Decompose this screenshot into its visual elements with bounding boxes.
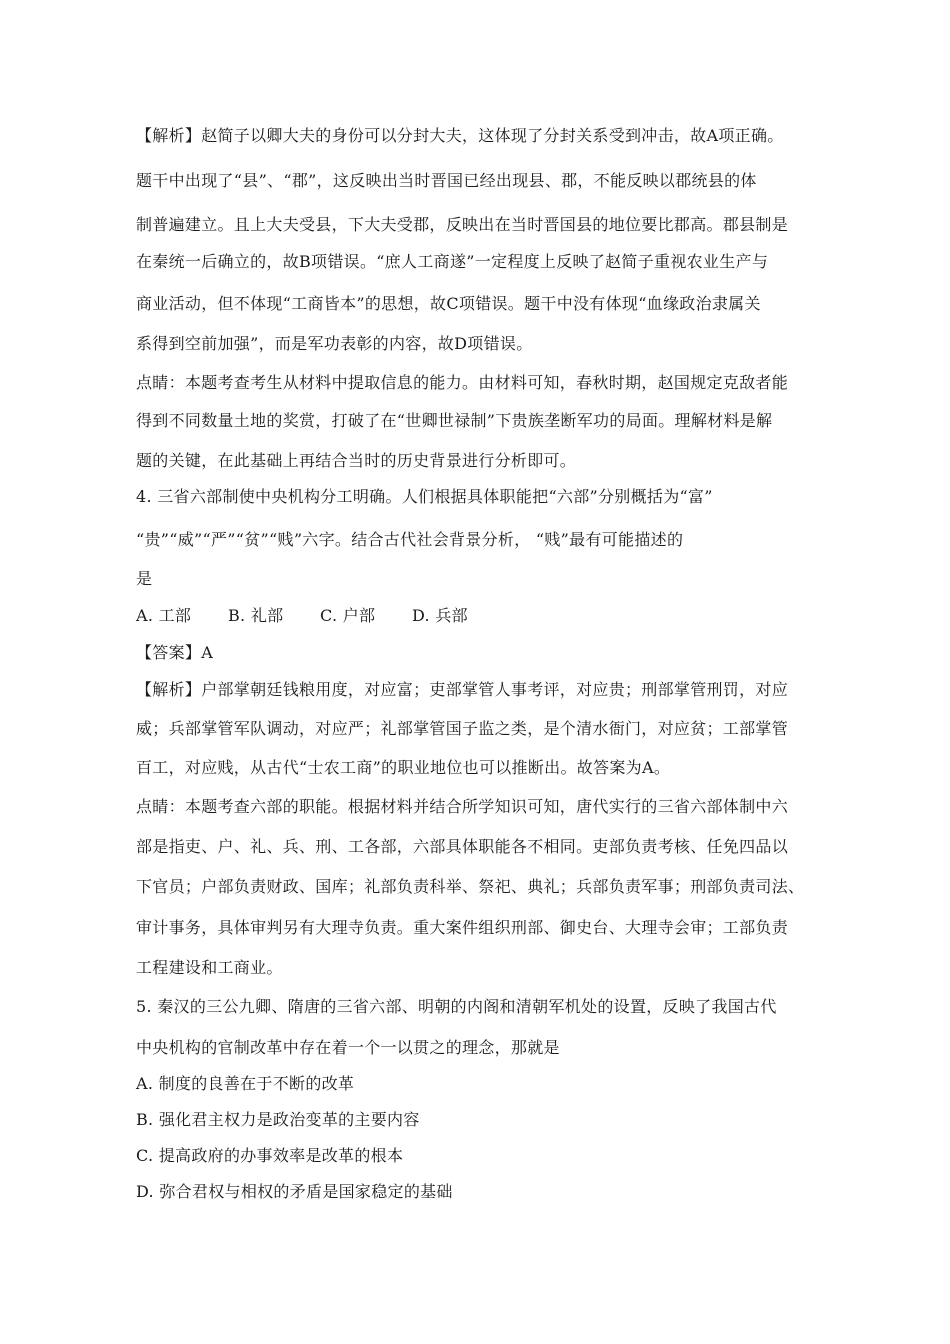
q4-tip-line: 点睛：本题考查六部的职能。根据材料并结合所学知识可知，唐代实行的三省六部体制中六: [136, 797, 789, 816]
q4-tip-line: 审计事务，具体审判另有大理寺负责。重大案件组织刑部、御史台、大理寺会审；工部负责: [136, 918, 789, 937]
q5-option-a: A. 制度的良善在于不断的改革: [136, 1074, 355, 1093]
q5-option-d: D. 弥合君权与相权的矛盾是国家稳定的基础: [136, 1182, 453, 1201]
q5-option-c: C. 提高政府的办事效率是改革的根本: [136, 1146, 404, 1165]
q3-analysis-line: 【解析】赵简子以卿大夫的身份可以分封大夫，这体现了分封关系受到冲击，故A项正确。: [136, 126, 784, 145]
q4-option-b: B. 礼部: [228, 606, 284, 625]
q4-analysis-line: 【解析】户部掌朝廷钱粮用度，对应富；吏部掌管人事考评，对应贵；刑部掌管刑罚，对应: [136, 680, 789, 699]
q4-stem-line: 4. 三省六部制使中央机构分工明确。人们根据具体职能把“六部”分别概括为“富”: [136, 487, 713, 506]
q4-tip-line: 部是指吏、户、礼、兵、刑、工各部，六部具体职能各不相同。吏部负责考核、任免四品以: [136, 837, 789, 856]
q4-analysis-line: 百工，对应贱，从古代“士农工商”的职业地位也可以推断出。故答案为A。: [136, 758, 671, 777]
q3-tip-line: 得到不同数量土地的奖赏，打破了在“世卿世禄制”下贵族垄断军功的局面。理解材料是解: [136, 411, 773, 430]
q4-option-c: C. 户部: [320, 606, 376, 625]
q3-tip-line: 点睛：本题考查考生从材料中提取信息的能力。由材料可知，春秋时期，赵国规定克敌者能: [136, 373, 789, 392]
q3-analysis-line: 制普遍建立。且上大夫受县，下大夫受郡，反映出在当时晋国县的地位要比郡高。郡县制是: [136, 215, 789, 234]
q3-analysis-line: 商业活动，但不体现“工商皆本”的思想，故C项错误。题干中没有体现“血缘政治隶属关: [136, 294, 761, 313]
q5-stem-line: 5. 秦汉的三公九卿、隋唐的三省六部、明朝的内阁和清朝军机处的设置，反映了我国古代: [136, 997, 777, 1016]
q4-option-a: A. 工部: [136, 606, 192, 625]
q5-option-b: B. 强化君主权力是政治变革的主要内容: [136, 1110, 420, 1129]
q3-analysis-line: 在秦统一后确立的，故B项错误。“庶人工商遂”一定程度上反映了赵简子重视农业生产与: [136, 252, 769, 271]
q4-analysis-line: 威；兵部掌管军队调动，对应严；礼部掌管国子监之类，是个清水衙门，对应贫；工部掌管: [136, 719, 789, 738]
q3-analysis-line: 题干中出现了“县”、“郡”，这反映出当时晋国已经出现县、郡，不能反映以郡统县的体: [136, 171, 757, 190]
q4-tip-line: 工程建设和工商业。: [136, 958, 283, 977]
q4-answer: 【答案】A: [136, 643, 214, 662]
q4-option-d: D. 兵部: [412, 606, 468, 625]
q4-stem-line: “贵”“威”“严”“贫”“贱”六字。结合古代社会背景分析， “贱”最有可能描述的: [136, 530, 684, 549]
q4-options: [136, 606, 468, 626]
q5-stem-line: 中央机构的官制改革中存在着一个一以贯之的理念，那就是: [136, 1038, 560, 1057]
q3-tip-line: 题的关键，在此基础上再结合当时的历史背景进行分析即可。: [136, 451, 577, 470]
q4-stem-line: 是: [136, 569, 153, 588]
q3-analysis-line: 系得到空前加强”，而是军功表彰的内容，故D项错误。: [136, 334, 533, 353]
q4-tip-line: 下官员；户部负责财政、国库；礼部负责科举、祭祀、典礼；兵部负责军事；刑部负责司法、: [136, 877, 805, 896]
